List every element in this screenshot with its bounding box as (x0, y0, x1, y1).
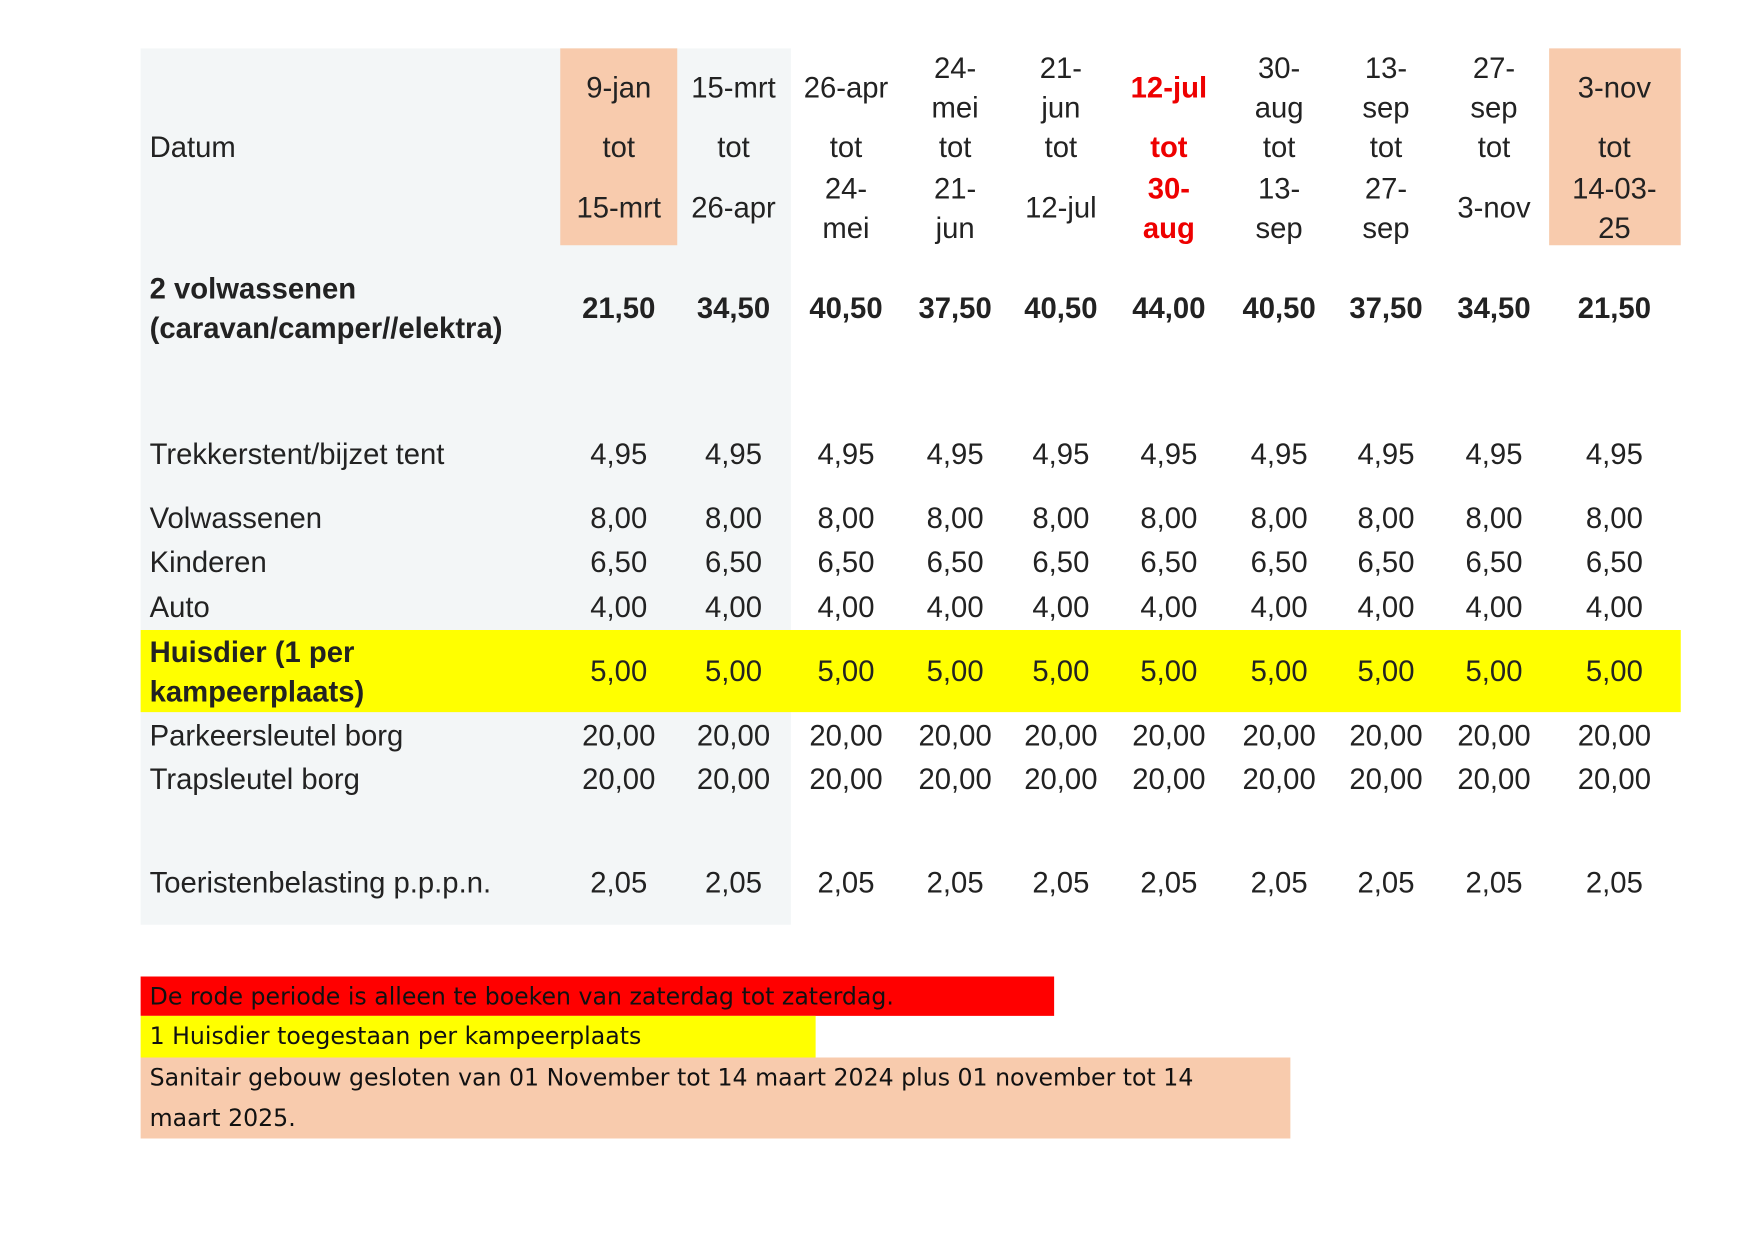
column-to-date: 24- (824, 171, 868, 206)
price-cell: 5,00 (1585, 654, 1643, 688)
price-cell: 6,50 (817, 545, 875, 579)
price-cell: 20,00 (1242, 762, 1316, 796)
price-cell: 2,05 (1585, 865, 1643, 900)
price-cell: 4,00 (1032, 590, 1090, 624)
price-cell: 2,05 (590, 865, 648, 900)
price-cell: 34,50 (1457, 290, 1531, 325)
price-cell: 40,50 (809, 290, 883, 325)
price-cell: 5,00 (1032, 654, 1090, 688)
price-cell: 8,00 (1032, 501, 1090, 535)
price-cell: 20,00 (1577, 718, 1651, 753)
column-from-date: 24- (933, 51, 977, 85)
row-label: Toeristenbelasting p.p.p.n. (149, 865, 492, 900)
price-cell: 37,50 (918, 290, 992, 325)
column-from-date: mei (931, 90, 979, 125)
price-cell: 20,00 (918, 762, 992, 796)
price-cell: 4,95 (705, 437, 762, 471)
price-cell: 4,00 (705, 590, 762, 624)
column-from-date: 13- (1364, 51, 1408, 85)
price-cell: 5,00 (1140, 654, 1198, 688)
price-cell: 2,05 (705, 865, 762, 900)
price-cell: 20,00 (696, 762, 771, 796)
column-from-date: sep (1470, 90, 1518, 125)
price-cell: 6,50 (1140, 545, 1198, 579)
column-from-date: 26-apr (803, 70, 889, 105)
column-tot: tot (1369, 129, 1403, 164)
column-to-date: 30- (1147, 171, 1191, 206)
column-from-date: 3-nov (1577, 70, 1651, 105)
price-cell: 4,95 (1585, 437, 1643, 471)
price-cell: 8,00 (926, 501, 984, 535)
column-tot: tot (1477, 129, 1511, 164)
price-cell: 37,50 (1349, 290, 1423, 325)
column-to-date: 26-apr (691, 190, 776, 225)
column-from-date: sep (1362, 90, 1410, 125)
column-to-date: 13- (1257, 171, 1301, 206)
price-cell: 2,05 (1250, 865, 1308, 900)
price-cell: 8,00 (1357, 501, 1415, 535)
column-to-date: 25 (1598, 210, 1631, 245)
price-cell: 2,05 (1032, 865, 1090, 900)
price-cell: 8,00 (1140, 501, 1198, 535)
price-cell: 4,00 (926, 590, 984, 624)
price-cell: 40,50 (1024, 290, 1098, 325)
row-label: Auto (149, 590, 210, 624)
column-to-date: 27- (1364, 171, 1408, 206)
price-cell: 6,50 (1465, 545, 1523, 579)
column-from-date: 15-mrt (691, 70, 776, 105)
price-cell: 20,00 (582, 762, 656, 796)
note-3: Sanitair gebouw gesloten van 01 November tot 14 maart 2024 plus 01 november tot 14 maart 2025. (141, 1058, 1291, 1139)
note-2: 1 Huisdier toegestaan per kampeerplaats (141, 1016, 816, 1058)
row-label: Kinderen (149, 545, 267, 579)
price-cell: 2,05 (1357, 865, 1415, 900)
price-cell: 20,00 (1242, 718, 1316, 753)
huisdier-row-highlight (141, 630, 1681, 712)
price-cell: 20,00 (809, 718, 883, 753)
row-label: (caravan/camper//elektra) (149, 311, 503, 345)
price-cell: 4,95 (1357, 437, 1415, 471)
column-tot: tot (717, 129, 750, 164)
price-cell: 4,00 (1585, 590, 1643, 624)
price-cell: 8,00 (1585, 501, 1643, 535)
price-cell: 20,00 (1132, 718, 1206, 753)
column-from-date: 21- (1039, 51, 1083, 85)
row-label: Trekkerstent/bijzet tent (149, 437, 445, 471)
row-label: Huisdier (1 per (149, 635, 355, 669)
price-cell: 5,00 (1250, 654, 1308, 688)
column-tot: tot (1262, 129, 1296, 164)
column-to-date: 14-03- (1572, 171, 1657, 206)
price-cell: 6,50 (926, 545, 984, 579)
price-cell: 20,00 (1457, 718, 1531, 753)
price-cell: 6,50 (1032, 545, 1090, 579)
column-tot: tot (1044, 129, 1078, 164)
price-cell: 4,95 (1465, 437, 1523, 471)
price-cell: 20,00 (1349, 718, 1423, 753)
price-cell: 20,00 (1132, 762, 1206, 796)
price-cell: 5,00 (1465, 654, 1523, 688)
column-to-date: 15-mrt (576, 190, 662, 225)
price-cell: 4,00 (590, 590, 648, 624)
note-1: De rode periode is alleen te boeken van zaterdag tot zaterdag. (141, 977, 1055, 1016)
column-from-date: jun (1041, 90, 1081, 125)
price-cell: 20,00 (809, 762, 883, 796)
price-cell: 34,50 (696, 290, 771, 325)
price-cell: 5,00 (590, 654, 648, 688)
price-cell: 4,95 (1250, 437, 1308, 471)
column-from-date: 9-jan (586, 70, 652, 105)
header-label: Datum (149, 129, 236, 164)
price-cell: 8,00 (1465, 501, 1523, 535)
price-cell: 8,00 (1250, 501, 1308, 535)
column-from-date: 27- (1472, 51, 1516, 85)
column-from-date: 12-jul (1130, 70, 1208, 105)
price-cell: 20,00 (1577, 762, 1651, 796)
row-label: Parkeersleutel borg (149, 718, 404, 753)
price-cell: 4,00 (817, 590, 875, 624)
price-cell: 8,00 (590, 501, 648, 535)
price-cell: 20,00 (1349, 762, 1423, 796)
price-cell: 6,50 (1357, 545, 1415, 579)
column-tot: tot (1150, 129, 1188, 164)
price-cell: 5,00 (705, 654, 762, 688)
price-cell: 4,00 (1357, 590, 1415, 624)
price-cell: 4,00 (1250, 590, 1308, 624)
price-cell: 20,00 (582, 718, 656, 753)
price-cell: 20,00 (1024, 762, 1098, 796)
column-to-date: aug (1142, 210, 1195, 245)
price-cell: 20,00 (918, 718, 992, 753)
column-tot: tot (829, 129, 863, 164)
price-cell: 4,00 (1465, 590, 1523, 624)
price-cell: 6,50 (590, 545, 648, 579)
price-cell: 20,00 (696, 718, 771, 753)
price-cell: 4,95 (1140, 437, 1198, 471)
price-cell: 2,05 (817, 865, 875, 900)
price-cell: 5,00 (1357, 654, 1415, 688)
price-cell: 40,50 (1242, 290, 1316, 325)
price-cell: 5,00 (817, 654, 875, 688)
column-to-date: 12-jul (1025, 190, 1097, 225)
column-tot: tot (602, 129, 636, 164)
price-cell: 44,00 (1132, 290, 1206, 325)
price-cell: 4,95 (1032, 437, 1090, 471)
price-cell: 4,00 (1140, 590, 1198, 624)
column-to-date: 21- (933, 171, 977, 206)
column-to-date: 3-nov (1457, 190, 1531, 225)
price-cell: 2,05 (926, 865, 984, 900)
column-tot: tot (938, 129, 972, 164)
row-label: Trapsleutel borg (149, 762, 360, 796)
price-cell: 4,95 (926, 437, 984, 471)
price-cell: 6,50 (1250, 545, 1308, 579)
row-label: kampeerplaats) (149, 674, 365, 709)
price-cell: 6,50 (1585, 545, 1643, 579)
column-tot: tot (1598, 129, 1631, 164)
price-cell: 8,00 (817, 501, 875, 535)
column-to-date: sep (1255, 210, 1303, 245)
price-cell: 8,00 (705, 501, 762, 535)
price-cell: 20,00 (1024, 718, 1098, 753)
price-cell: 21,50 (582, 290, 656, 325)
price-cell: 2,05 (1140, 865, 1198, 900)
price-cell: 20,00 (1457, 762, 1531, 796)
column-to-date: sep (1362, 210, 1410, 245)
price-cell: 21,50 (1577, 290, 1651, 325)
row-label: Volwassenen (149, 501, 323, 535)
column-to-date: jun (935, 210, 975, 245)
row-label: 2 volwassenen (149, 271, 357, 306)
price-cell: 6,50 (705, 545, 762, 579)
column-to-date: mei (822, 210, 870, 245)
column-from-date: aug (1254, 90, 1304, 125)
price-cell: 4,95 (817, 437, 875, 471)
price-cell: 5,00 (926, 654, 984, 688)
column-from-date: 30- (1257, 51, 1301, 85)
price-cell: 2,05 (1465, 865, 1523, 900)
price-cell: 4,95 (590, 437, 648, 471)
